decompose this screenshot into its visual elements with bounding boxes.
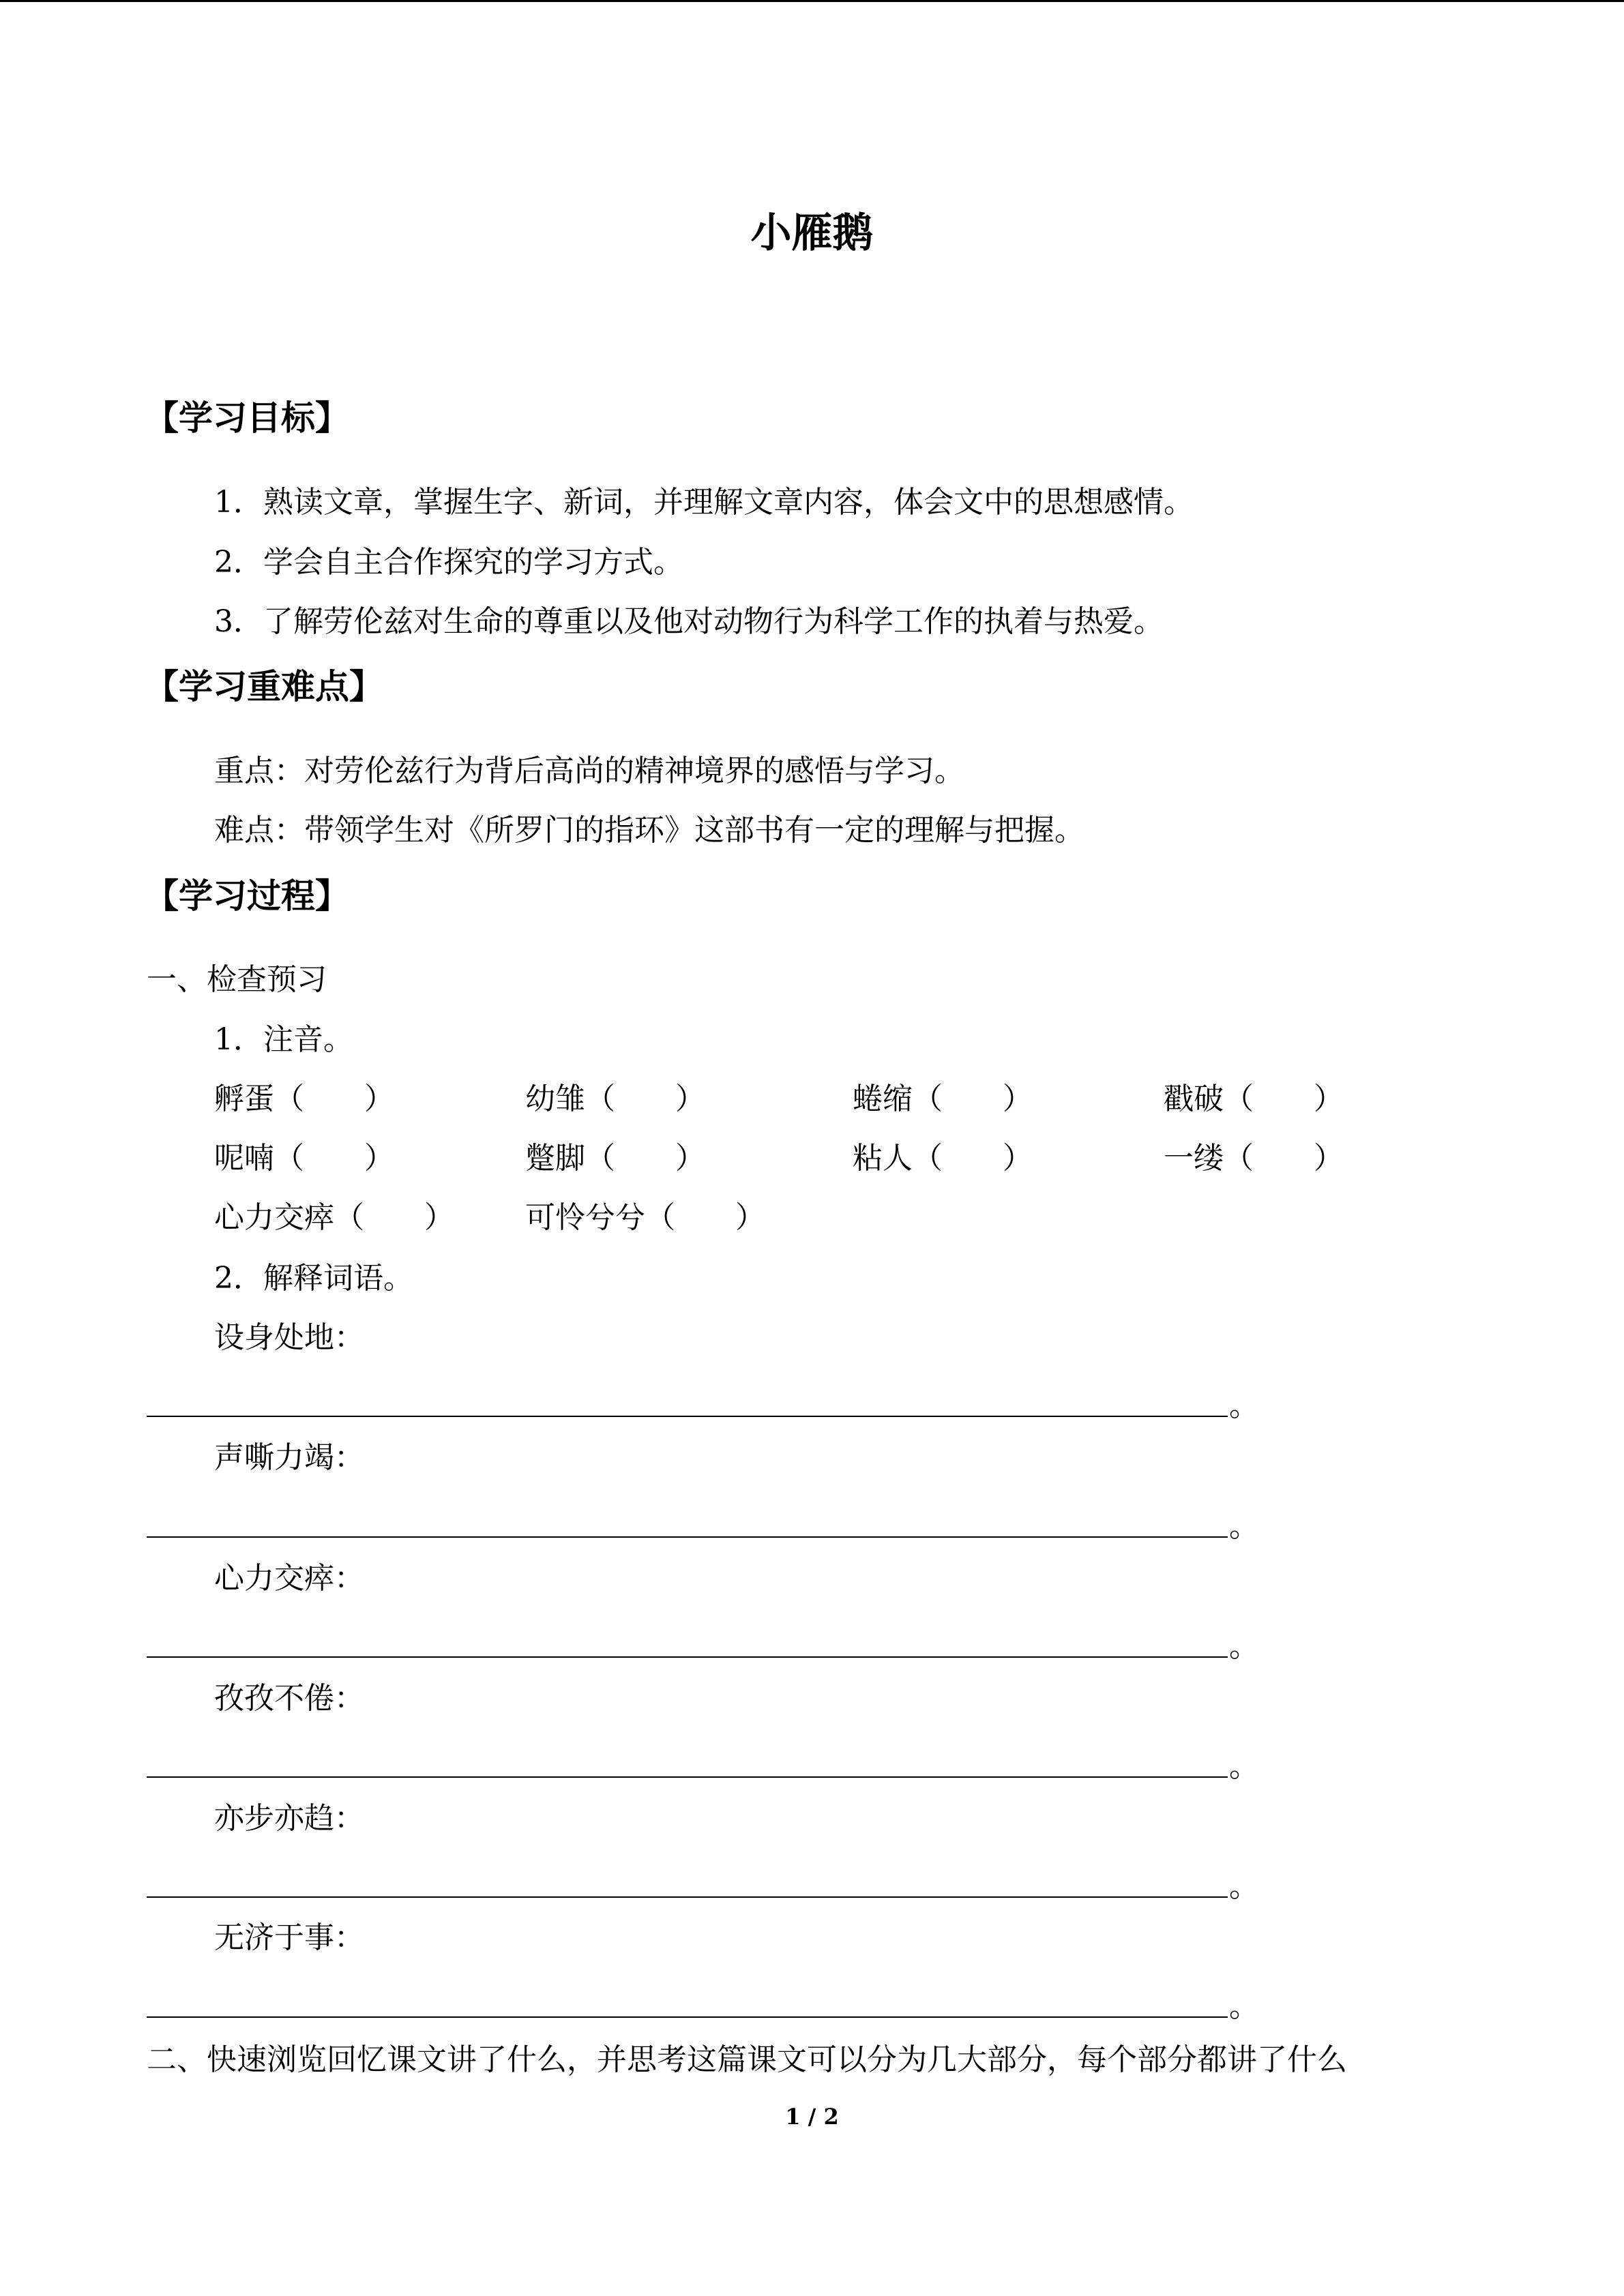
page-number: 1 / 2 (785, 2104, 839, 2130)
objective-item: 2．学会自主合作探究的学习方式。 (214, 545, 683, 580)
define-heading: 2．解释词语。 (214, 1261, 413, 1296)
answer-line[interactable] (147, 1416, 1228, 1417)
section-heading-process: 【学习过程】 (145, 876, 349, 916)
pinyin-item: 呢喃（ ） (214, 1141, 394, 1176)
answer-line[interactable] (147, 1536, 1228, 1538)
term-label: 设身处地： (214, 1320, 364, 1355)
page-title: 小雁鹅 (750, 209, 874, 257)
keypoint-difficult: 难点：带领学生对《所罗门的指环》这部书有一定的理解与把握。 (214, 813, 1084, 848)
answer-line-period: 。 (1229, 1388, 1259, 1423)
term-label: 声嘶力竭： (214, 1440, 364, 1475)
answer-line[interactable] (147, 1776, 1228, 1778)
pinyin-item: 一缕（ ） (1164, 1141, 1344, 1176)
answer-line-period: 。 (1229, 1749, 1259, 1784)
keypoint-key: 重点：对劳伦兹行为背后高尚的精神境界的感悟与学习。 (214, 754, 964, 788)
section-heading-objectives: 【学习目标】 (145, 398, 349, 438)
answer-line-period: 。 (1229, 1509, 1259, 1544)
part1-heading: 一、检查预习 (147, 962, 327, 997)
answer-line-period: 。 (1229, 1989, 1259, 2024)
pinyin-heading: 1．注音。 (214, 1022, 353, 1057)
part2-heading: 二、快速浏览回忆课文讲了什么，并思考这篇课文可以分为几大部分，每个部分都讲了什么 (147, 2042, 1347, 2077)
answer-line[interactable] (147, 1656, 1228, 1658)
pinyin-item: 可怜兮兮（ ） (525, 1200, 765, 1235)
objective-item: 3．了解劳伦兹对生命的尊重以及他对动物行为科学工作的执着与热爱。 (214, 604, 1164, 639)
answer-line[interactable] (147, 2016, 1228, 2018)
term-label: 心力交瘁： (214, 1561, 364, 1596)
pinyin-item: 孵蛋（ ） (214, 1082, 394, 1116)
pinyin-item: 幼雏（ ） (525, 1082, 705, 1116)
answer-line-period: 。 (1229, 1629, 1259, 1664)
section-heading-keypoints: 【学习重难点】 (145, 666, 383, 706)
objective-item: 1．熟读文章，掌握生字、新词，并理解文章内容，体会文中的思想感情。 (214, 485, 1194, 520)
pinyin-item: 粘人（ ） (853, 1141, 1033, 1176)
answer-line[interactable] (147, 1896, 1228, 1898)
term-label: 亦步亦趋： (214, 1801, 364, 1836)
pinyin-item: 蜷缩（ ） (853, 1082, 1033, 1116)
pinyin-item: 戳破（ ） (1164, 1082, 1344, 1116)
pinyin-item: 心力交瘁（ ） (214, 1200, 454, 1235)
pinyin-item: 蹩脚（ ） (525, 1141, 705, 1176)
term-label: 无济于事： (214, 1920, 364, 1955)
term-label: 孜孜不倦： (214, 1681, 364, 1716)
answer-line-period: 。 (1229, 1869, 1259, 1904)
page-top-border (0, 0, 1624, 2)
